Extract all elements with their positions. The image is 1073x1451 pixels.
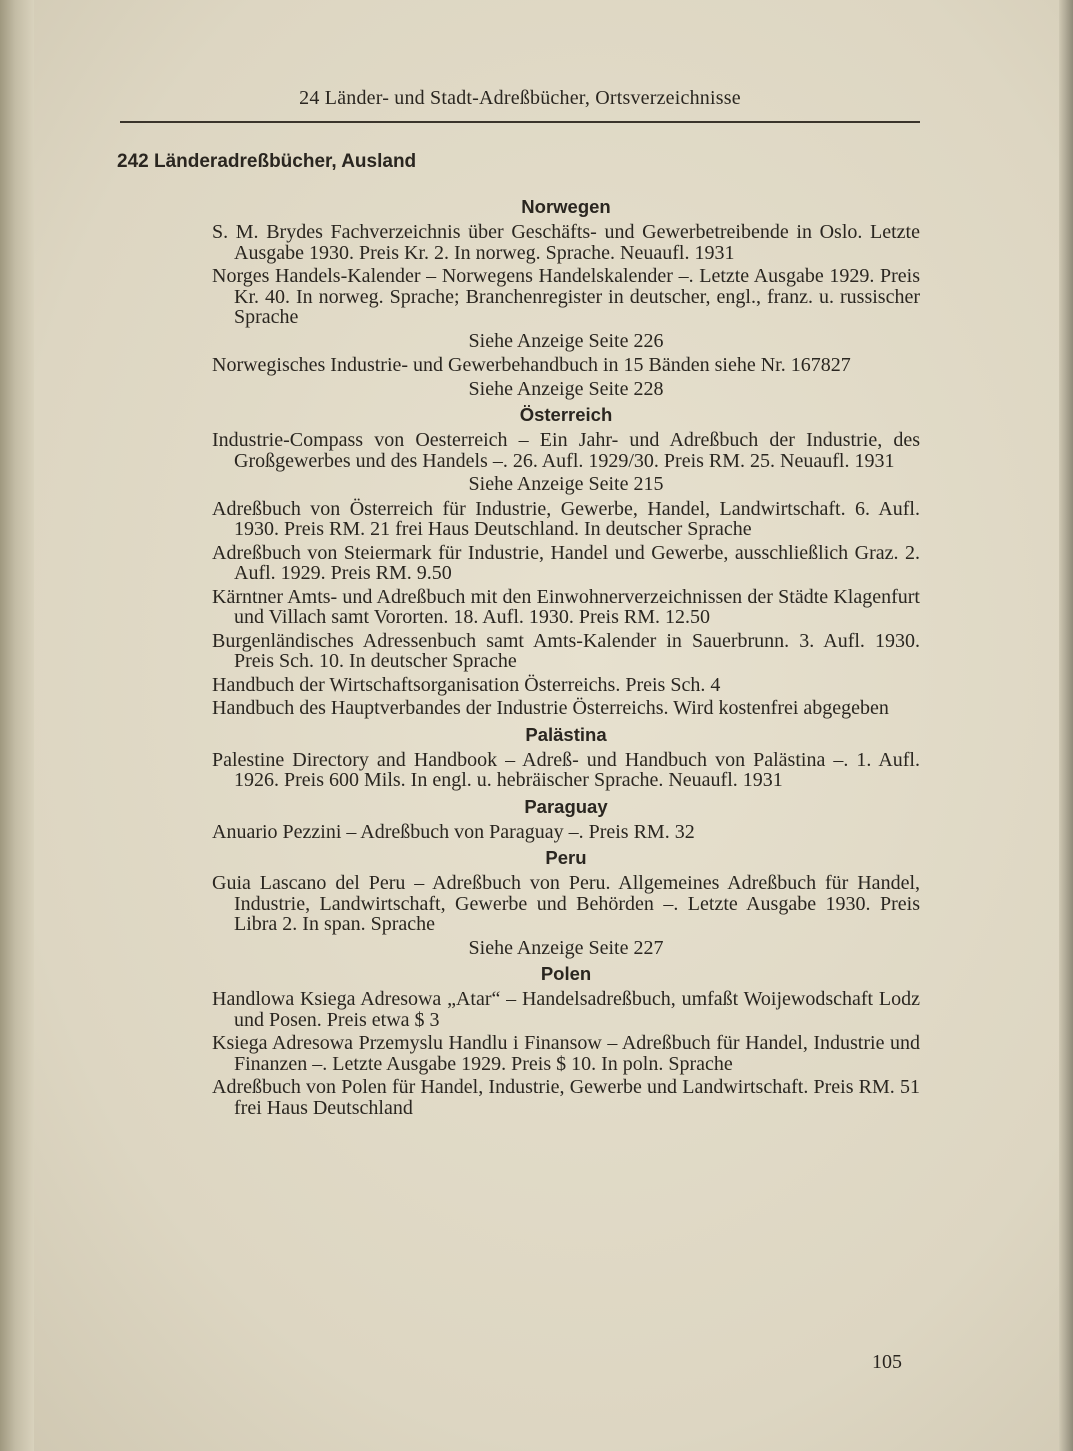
- directory-entry: Norwegisches Industrie- und Gewerbehandbuch in 15 Bänden siehe Nr. 167827: [212, 354, 851, 376]
- directory-entry: Handbuch des Hauptverbandes der Industrie Österreichs. Wird kostenfrei abgegeben: [212, 697, 889, 719]
- country-heading: Polen: [540, 963, 592, 984]
- directory-entry: Norges Handels-Kalender – Norwegens Handelskalender –. Letzte Ausgabe 1929. Preis Kr. 40. In norweg. Sprache; Branchenregister in deutscher, engl., franz. u. russischer Sprache: [212, 265, 920, 328]
- country-heading: Peru: [545, 847, 587, 868]
- directory-entry: S. M. Brydes Fachverzeichnis über Geschäfts- und Gewerbetreibende in Oslo. Letzte Ausgabe 1930. Preis Kr. 2. In norweg. Sprache. Neuaufl. 1931: [212, 221, 920, 264]
- country-heading: Österreich: [519, 404, 613, 425]
- directory-entry: Burgenländisches Adressenbuch samt Amts-Kalender in Sauerbrunn. 3. Aufl. 1930. Preis Sch. 10. In deutscher Sprache: [212, 629, 920, 672]
- advertisement-reference: Siehe Anzeige Seite 228: [468, 377, 664, 400]
- country-section: [212, 796, 920, 843]
- directory-entry: Palestine Directory and Handbook – Adreß- und Handbuch von Palästina –. 1. Aufl. 1926. Preis 600 Mils. In engl. u. hebräischer Sprache. Neuaufl. 1931: [212, 748, 920, 791]
- section-title: 242 Länderadreßbücher, Ausland: [117, 151, 417, 172]
- country-section: [212, 847, 920, 958]
- directory-entry: Guia Lascano del Peru – Adreßbuch von Peru. Allgemeines Adreßbuch für Handel, Industrie, Landwirtschaft, Gewerbe und Behörden –. Letzte Ausgabe 1930. Preis Libra 2. In span. Sprache: [212, 872, 920, 935]
- country-section: [212, 963, 920, 1118]
- directory-entry: Kärntner Amts- und Adreßbuch mit den Einwohnerverzeichnissen der Städte Klagenfurt und Villach samt Vororten. 18. Aufl. 1930. Preis RM. 12.50: [212, 585, 920, 628]
- country-section: [212, 196, 920, 399]
- directory-entry: Adreßbuch von Polen für Handel, Industrie, Gewerbe und Landwirtschaft. Preis RM. 51 frei Haus Deutschland: [212, 1076, 920, 1119]
- directory-listing: [212, 191, 920, 1121]
- country-heading: Palästina: [525, 723, 607, 745]
- directory-entry: Ksiega Adresowa Przemyslu Handlu i Finansow – Adreßbuch für Handel, Industrie und Finanzen –. Letzte Ausgabe 1929. Preis $ 10. In poln. Sprache: [212, 1032, 920, 1075]
- country-section: [212, 724, 920, 791]
- directory-entry: Industrie-Compass von Oesterreich – Ein Jahr- und Adreßbuch der Industrie, des Großgewerbes und des Handels –. 26. Aufl. 1929/30. Preis RM. 25. Neuaufl. 1931: [212, 429, 920, 472]
- page-edge-shadow: [1059, 0, 1073, 1451]
- country-section: [212, 404, 920, 719]
- running-head: 24 Länder- und Stadt-Adreßbücher, Ortsverzeichnisse: [299, 87, 741, 109]
- header-rule: [120, 121, 920, 123]
- directory-entry: Adreßbuch von Steiermark für Industrie, Handel und Gewerbe, ausschließlich Graz. 2. Aufl. 1929. Preis RM. 9.50: [212, 541, 920, 584]
- advertisement-reference: Siehe Anzeige Seite 226: [468, 329, 664, 352]
- advertisement-reference: Siehe Anzeige Seite 215: [468, 473, 664, 495]
- book-spine-shadow: [0, 0, 34, 1451]
- directory-entry: Handbuch der Wirtschaftsorganisation Österreichs. Preis Sch. 4: [212, 673, 721, 696]
- directory-entry: Anuario Pezzini – Adreßbuch von Paraguay –. Preis RM. 32: [212, 820, 695, 843]
- country-heading: Paraguay: [524, 795, 608, 817]
- country-heading: Norwegen: [521, 196, 611, 217]
- directory-entry: Handlowa Ksiega Adresowa „Atar“ – Handelsadreßbuch, umfaßt Woijewodschaft Lodz und Posen. Preis etwa $ 3: [212, 988, 920, 1031]
- directory-entry: Adreßbuch von Österreich für Industrie, Gewerbe, Handel, Landwirtschaft. 6. Aufl. 1930. Preis RM. 21 frei Haus Deutschland. In deutscher Sprache: [212, 497, 920, 540]
- advertisement-reference: Siehe Anzeige Seite 227: [468, 936, 664, 959]
- page-number: 105: [872, 1351, 902, 1373]
